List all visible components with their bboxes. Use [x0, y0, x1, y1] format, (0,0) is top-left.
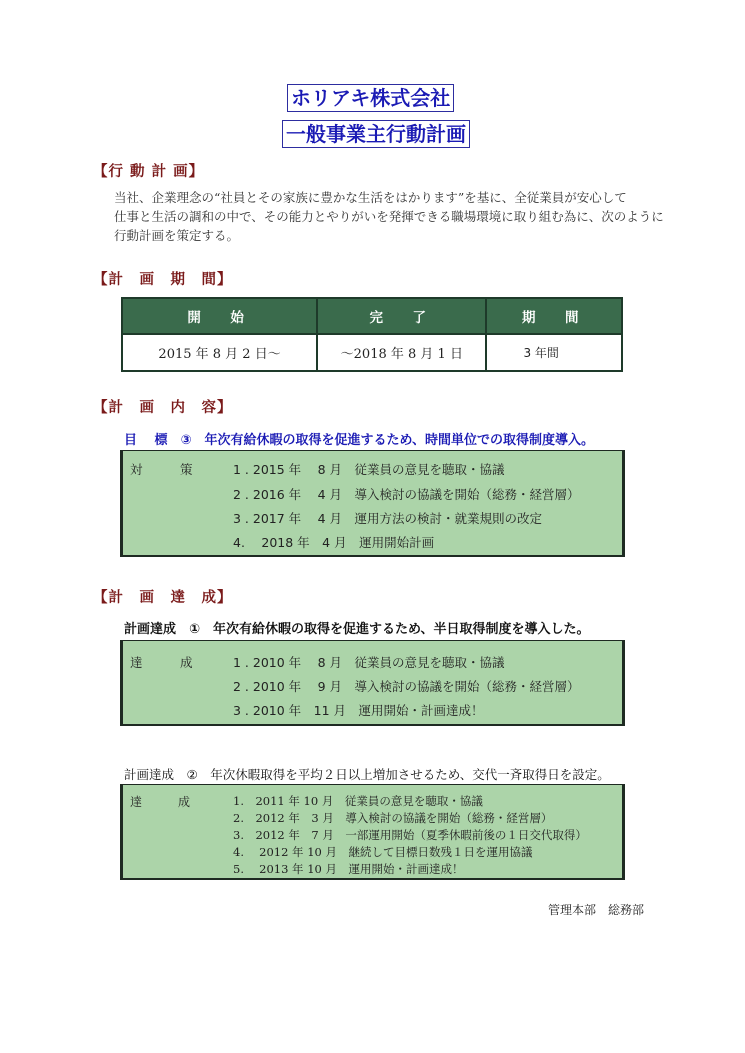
- content-measures-label: 対 策: [130, 462, 193, 477]
- achievement-box-1-label: 達 成: [130, 655, 193, 670]
- achievement-2-item-3: 3. 2012 年 7 月 一部運用開始（夏季休暇前後の１日交代取得）: [233, 828, 587, 842]
- document-title: 一般事業主行動計画: [282, 120, 470, 148]
- achievement-box-2: [120, 784, 625, 880]
- achievement-2-item-5: 5. 2013 年 10 月 運用開始・計画達成！: [233, 862, 464, 876]
- achievement-1-item-1: 1 . 2010 年 8 月 従業員の意見を聴取・協議: [233, 655, 505, 670]
- period-duration-value: 3 年間: [486, 334, 622, 371]
- period-heading: 【計 画 期 間】: [93, 272, 233, 288]
- content-measure-4: 4. 2018 年 4 月 運用開始計画: [233, 535, 435, 550]
- content-measure-3: 3 . 2017 年 4 月 運用方法の検討・就業規則の改定: [233, 511, 543, 526]
- action-plan-line-2: 仕事と生活の調和の中で、その能力とやりがいを発揮できる職場環境に取り組む為に、次のように: [114, 209, 664, 224]
- period-header-duration: 期 間: [486, 298, 622, 334]
- period-table: [121, 297, 623, 372]
- achievement-1-item-2: 2 . 2010 年 9 月 導入検討の協議を開始（総務・経営層）: [233, 679, 580, 694]
- content-heading: 【計 画 内 容】: [93, 400, 233, 416]
- period-header-start: 開 始: [122, 298, 317, 334]
- action-plan-line-1: 当社、企業理念の“社員とその家族に豊かな生活をはかります”を基に、全従業員が安心して: [114, 190, 627, 205]
- company-name: ホリアキ株式会社: [287, 84, 454, 112]
- period-header-end: 完 了: [317, 298, 486, 334]
- content-goal: 目 標 ③ 年次有給休暇の取得を促進するため、時間単位での取得制度導入。: [124, 433, 595, 448]
- content-measure-2: 2 . 2016 年 4 月 導入検討の協議を開始（総務・経営層）: [233, 487, 580, 502]
- period-start-value: 2015 年 8 月 2 日～: [122, 334, 317, 371]
- footer-department: 管理本部 総務部: [548, 903, 645, 917]
- action-plan-line-3: 行動計画を策定する。: [114, 228, 240, 243]
- achievement-heading: 【計 画 達 成】: [93, 590, 233, 606]
- achievement-2-item-1: 1. 2011 年 10 月 従業員の意見を聴取・協議: [233, 794, 483, 808]
- achievement-box-1: [120, 640, 625, 726]
- achievement-1-item-3: 3 . 2010 年 11 月 運用開始・計画達成！: [233, 703, 484, 718]
- achievement-goal-2: 計画達成 ② 年次休暇取得を平均２日以上増加させるため、交代一斉取得日を設定。: [124, 767, 610, 782]
- action-plan-heading: 【行 動 計 画】: [93, 164, 205, 180]
- content-measure-1: 1 . 2015 年 8 月 従業員の意見を聴取・協議: [233, 462, 505, 477]
- period-end-value: ～2018 年 8 月 1 日: [317, 334, 486, 371]
- achievement-box-2-label: 達 成: [130, 795, 191, 809]
- achievement-2-item-2: 2. 2012 年 3 月 導入検討の協議を開始（総務・経営層）: [233, 811, 553, 825]
- achievement-goal-1: 計画達成 ① 年次有給休暇の取得を促進するため、半日取得制度を導入した。: [124, 622, 590, 637]
- achievement-2-item-4: 4. 2012 年 10 月 継続して目標日数残１日を運用協議: [233, 845, 533, 859]
- content-measures-box: [120, 450, 625, 557]
